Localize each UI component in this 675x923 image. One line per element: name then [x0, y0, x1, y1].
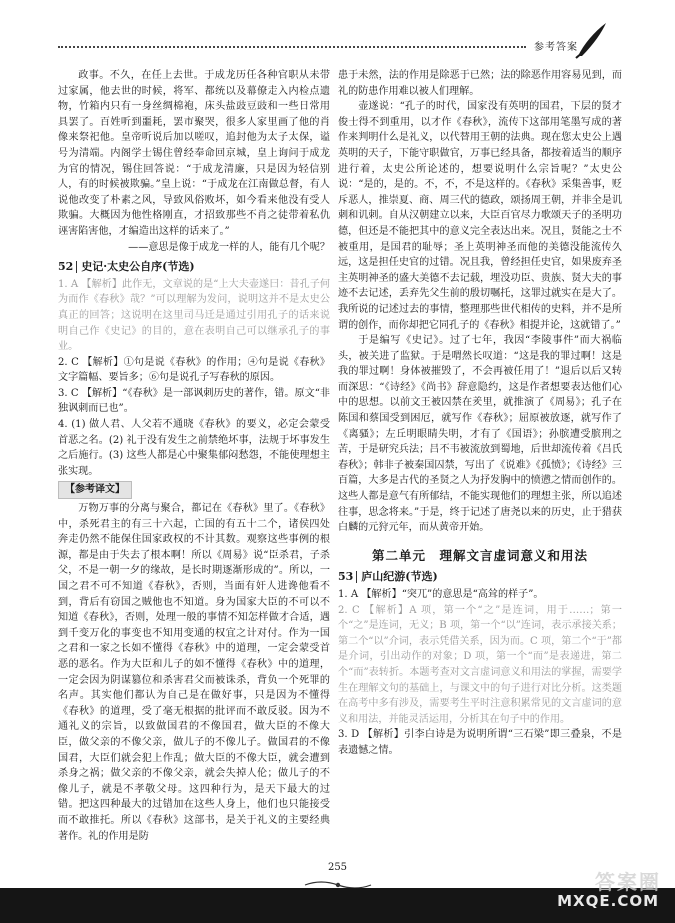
answer-item: 3. D 【解析】引李白诗是为说明所谓“三石梁”即三叠泉，不是表遗憾之情。: [338, 729, 622, 756]
answer-item: 2. C 【解析】A 项，第一个“之”是连词，用于……；第一个“之”是连词，无义；B 项，第一个“以”连词，表示承接关系；第二个“以”介词，表示凭借关系，因为而。C 项，第二个“于”都是介词，引出动作的对象；D 项，第一个“而”是表递进，第二个“而”表转折。本题考查对文言虚词意义和用法的掌握，需要学生在理解文句的基础上，与课文中的句子进行对比分析。这类题在高考中多有涉及，需要考生平时注意积累常见的文言虚词的意义和用法，并能灵活运用，分析其在句子中的作用。: [338, 604, 622, 725]
section-title: 史记·太史公自序(节选): [81, 260, 195, 274]
answer-item: 1. A 【解析】此作无，文章说的是“上大夫壶遂曰：昔孔子何为而作《春秋》哉？”可以理解为发问，说明这并不是太史公真正的回答；这说明在这里司马迁是通过引用孔子的话来说明自己作《史记》的目的，意在表明自己可以继承孔子的事业。: [58, 278, 330, 353]
header-label: 参考答案: [534, 42, 578, 53]
right-column: [338, 68, 622, 759]
section-number: 53: [338, 570, 354, 584]
section-divider: [356, 571, 357, 583]
text-paragraph: 壶遂说：“孔子的时代，国家没有英明的国君，下层的贤才俊士得不到重用，以才作《春秋》，流传下这部用笔墨写成的著作来判明什么是礼义，以代替用王朝的法典。现在您太史公上遇英明的天子，下能守职做官，万事已经具备，都按着适当的顺序进行着，太史公所论述的，想要说明什么宗旨呢？”太史公说：“是的，是的。不，不，不是这样的。《春秋》采集善事，贬斥恶人，推崇夏、商、周三代的德政，颂扬周王朝，并非全是讥刺和讥刺。自从汉朝建立以来，大臣百官尽力歌颂天子的圣明功德，但还是不能把其中的意义完全表达出来。况且，贤能之士不被重用，是国君的耻辱；圣上英明神圣而他的美德没能流传久远，这是担任史官的过错。况且我，曾经担任史官，如果废弃圣主英明神圣的盛大美德不去记载，埋没功臣、贵族、贤大夫的事迹不去记述，丢弃先父生前的殷切嘱托，这罪过就实在是大了。我所说的记述过去的事情，整理那些世代相传的史料，并不是所谓的创作，而你却把它同孔子的《春秋》相提并论，这就错了。”: [338, 101, 622, 331]
brush-pen-icon: [572, 20, 612, 60]
answer-item: 1. A 【解析】“突兀”的意思是“高耸的样子”。: [338, 589, 544, 600]
left-column: [58, 68, 330, 844]
unit-title: 第二单元 理解文言虚词意义和用法: [371, 547, 588, 563]
answer-item: 4. (1) 做人君、人父若不通晓《春秋》的要义，必定会蒙受首恶之名。(2) 礼于没有发生之前禁绝坏事，法规于坏事发生之后施行。(3) 这些人都是心中聚集郁闷愁怨，不能使理想主张实现。: [58, 419, 330, 477]
header-dotted-rule: [58, 46, 526, 48]
section-divider: [76, 261, 77, 273]
text-paragraph: 于是编写《史记》。过了七年，我因“李陵事件”而大祸临头，被关进了监狱。于是喟然长叹道：“这是我的罪过啊！这是我的罪过啊！身体被摧毁了，不会再被任用了！”退后以后又转而深思：“《诗经》《尚书》辞意隐约，这是作者想要表达他们心中的思想。以前文王被囚禁在羑里，就推演了《周易》；孔子在陈国和蔡国受到困厄，就写作《春秋》；屈原被放逐，就写作了《离骚》；左丘明眼睛失明，才有了《国语》；孙膑遭受膑刑之苦，于是研究兵法；吕不韦被流放到蜀地，后世却流传着《吕氏春秋》；韩非子被秦国囚禁，写出了《说难》《孤愤》；《诗经》三百篇，大多是古代的圣贤之人为抒发胸中的愤懑之情而创作的。这些人都是意气有所郁结，不能实现他们的理想主张，所以追述往事，思念将来。”于是，终于记述了唐尧以来的历史，止于猎获白麟的元狩元年，而从黄帝开始。: [338, 335, 622, 534]
watermark-logo: 答案圈: [595, 870, 661, 894]
answer-item: 2. C 【解析】①句是说《春秋》的作用；④句是说《春秋》文字篇幅、要旨多；⑥句是说孔子写春秋的原因。: [58, 356, 330, 384]
translation-paragraph: 万物万事的分离与聚合，都记在《春秋》里了。《春秋》中，杀死君主的有三十六起，亡国的有五十二个，诸侯四处奔走仍然不能保住国家政权的不计其数。观察这些事例的根源，都是由于失去了根本啊！所以《周易》说“臣杀君，子杀父，不是一朝一夕的缘故，是长时期逐渐形成的”。所以，一国之君不可不知道《春秋》，否则，当面有奸人进谗他看不到，背后有窃国之贼他也不知道。身为国家大臣的不可以不知道《春秋》，否则，处理一般的事情不知怎样做才合适，遇到千变万化的事变也不知用变通的权宜之计对付。作为一国之君和一家之长如不懂得《春秋》中的道理，一定会蒙受首恶的恶名。作为大臣和儿子的如不懂得《春秋》中的道理，一定会因为阴谋篡位和杀害君父而被诛杀，背负一个死罪的名声。其实他们都认为自己是在做好事，只是因为不懂得《春秋》的道理，受了毫无根据的批评而不敢反驳。因为不通礼义的宗旨，以致做国君的不像国君，做大臣的不像大臣，做父亲的不像父亲，做儿子的不像儿子。做国君的不像国君，大臣们就会犯上作乱；做大臣的不像大臣，就会遭到杀身之祸；做父亲的不像父亲，就会失掉人伦；做儿子的不像儿子，就是不孝敬父母。这四种行为，是天下最大的过错。把这四种最大的过错加在这些人身上，他们也只能接受而不敢推托。所以《春秋》这部书，是关于礼义的主要经典著作。礼的作用是防: [58, 503, 330, 842]
section-heading-52: [58, 259, 330, 275]
answer-item: 3. C 【解析】“《春秋》是一部讽刺历史的著作，错。原文“非独讽刺而已也”。: [58, 387, 330, 415]
page-header: [58, 38, 618, 54]
watermark-url: MXQE.COM: [557, 892, 659, 910]
text-paragraph: 患于未然，法的作用是除恶于已然；法的除恶作用容易见到，而礼的防患作用难以被人们理解。: [338, 70, 622, 97]
text-paragraph: 政事。不久，在任上去世。于成龙历任各种官职从未带过家属，他去世的时候，将军、都统以及幕僚走入内检点遗物，竹箱内只有一身丝绸棉袍，床头盐豉豆豉和一些日常用具罢了。百姓听到噩耗，罢市聚哭，很多人家里画了他的肖像来祭祀他。皇帝听说后加以嗟叹，追封他为太子太保，谥号为清端。内阁学士锡住曾经奉命回京城，皇上询问于成龙为官的情况，锡住回答说：“于成龙清廉，只是因为轻信别人，有的时候被欺骗。”皇上说：“于成龙在江南做总督，有人说他改变了朴素之风，导致风俗败坏，如今看来他没有受人欺骗。大概因为他性格刚直，才招致那些不肖之徒带着私仇诬害陷害他，才编造出这样的话来了。”: [58, 70, 330, 237]
text-paragraph: ——意思是像于成龙一样的人，能有几个呢？: [128, 241, 330, 253]
section-title: 庐山纪游(节选): [361, 570, 438, 584]
page-number: 255: [327, 862, 348, 873]
translation-label: 【参考译文】: [58, 481, 132, 499]
section-number: 52: [58, 260, 74, 274]
section-heading-53: [338, 569, 622, 585]
